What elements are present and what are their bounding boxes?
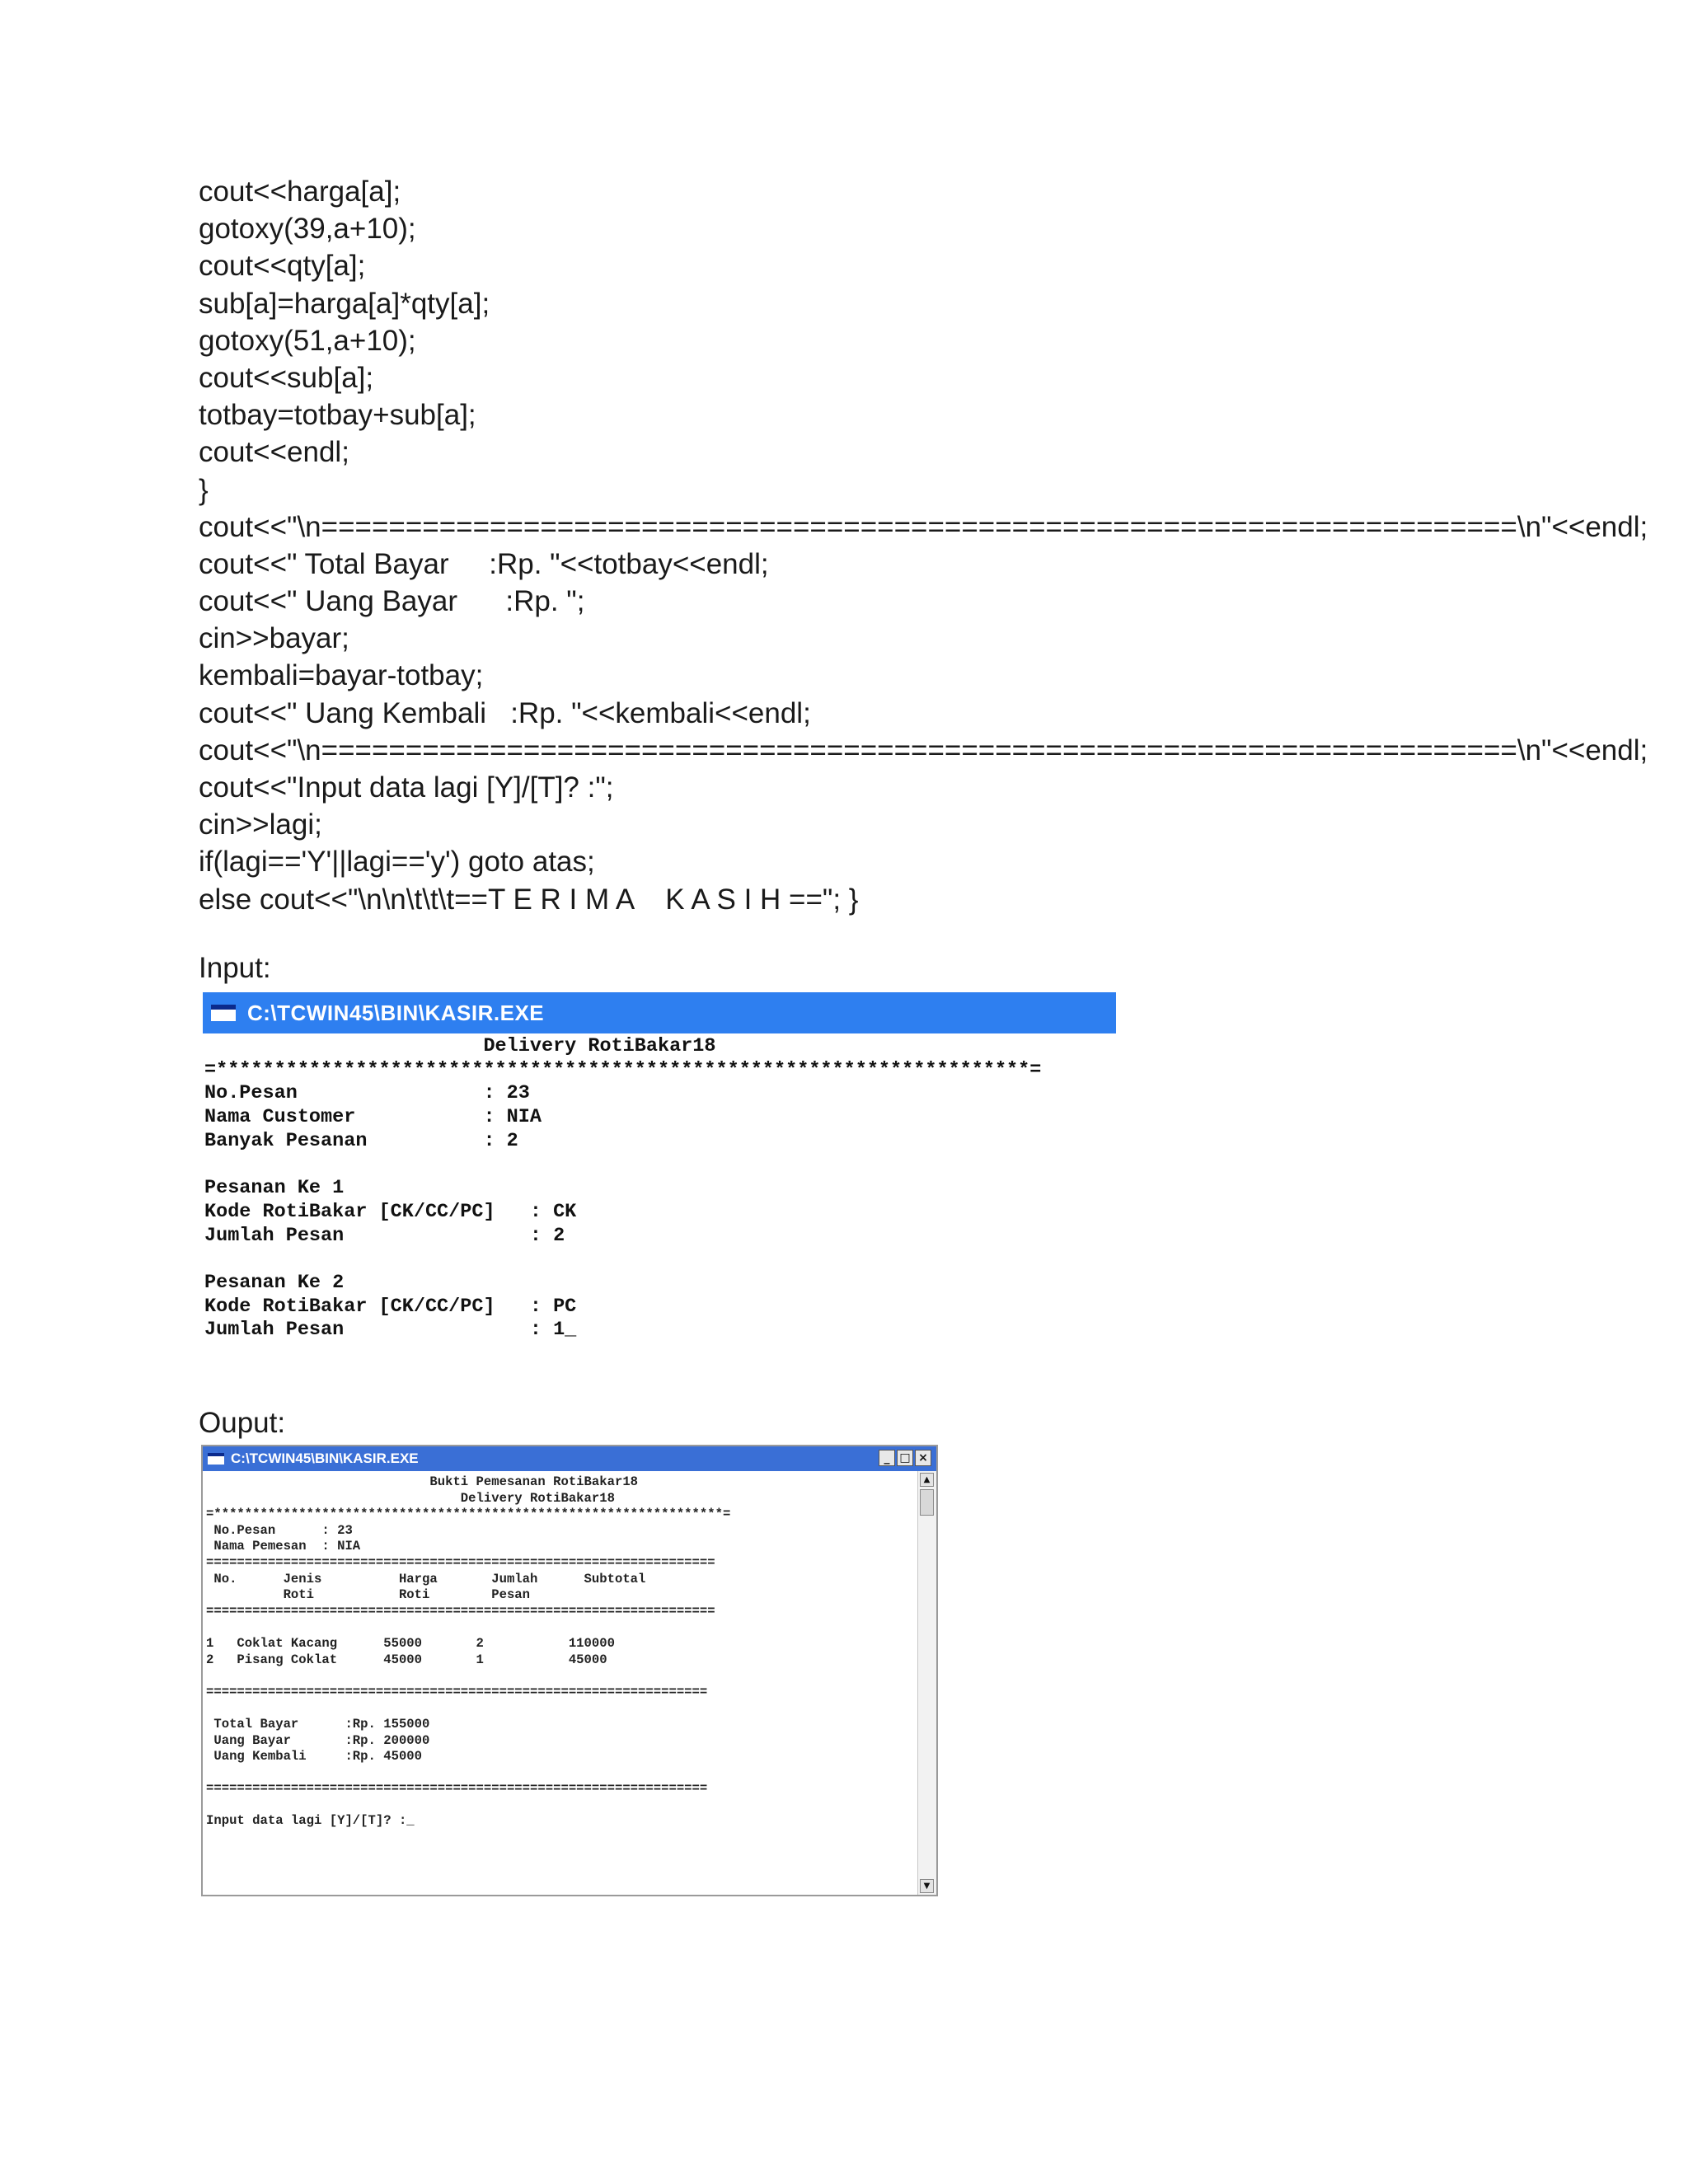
window-titlebar[interactable] [203, 992, 1116, 1033]
console-line: No. Jenis Harga Jumlah Subtotal [206, 1571, 646, 1586]
code-line: cout<<qty[a]; [199, 250, 366, 283]
console-output-text [203, 1471, 936, 1830]
console-line: =**********************************************************************= [204, 1058, 1042, 1081]
code-line: cout<<" Uang Kembali :Rp. "<<kembali<<endl; [199, 696, 811, 729]
code-line: gotoxy(51,a+10); [199, 324, 416, 357]
code-line: cout<<sub[a]; [199, 361, 374, 394]
code-line: cin>>lagi; [199, 808, 322, 841]
console-line: Bukti Pemesanan RotiBakar18 [206, 1474, 639, 1489]
code-line: cout<<" Total Bayar :Rp. "<<totbay<<endl; [199, 547, 769, 580]
console-line: No.Pesan : 23 [206, 1522, 353, 1538]
code-line: cout<<"Input data lagi [Y]/[T]? :"; [199, 771, 614, 804]
console-window-output [201, 1445, 938, 1896]
console-window-input [203, 992, 1116, 1365]
minimize-button[interactable]: _ [879, 1450, 895, 1466]
console-line: Jumlah Pesan : 2 [204, 1224, 565, 1247]
console-line [204, 1154, 1116, 1178]
window-title: C:\TCWIN45\BIN\KASIR.EXE [247, 1000, 545, 1025]
console-line: ================================================================== [206, 1603, 715, 1619]
console-line [206, 1668, 936, 1685]
code-line: cout<<" Uang Bayar :Rp. "; [199, 585, 585, 618]
console-line: Total Bayar :Rp. 155000 [206, 1716, 430, 1732]
code-line: else cout<<"\n\n\t\t\t==T E R I M A K A S I H =="; } [199, 883, 859, 916]
code-line: sub[a]=harga[a]*qty[a]; [199, 287, 490, 320]
console-output-text [203, 1033, 1116, 1343]
console-line: ================================================================= [206, 1684, 708, 1699]
console-line: Input data lagi [Y]/[T]? :_ [206, 1813, 415, 1829]
console-line: Uang Bayar :Rp. 200000 [206, 1732, 430, 1748]
console-line [206, 1765, 936, 1782]
console-line: No.Pesan : 23 [204, 1082, 530, 1105]
window-titlebar[interactable] [203, 1446, 936, 1471]
code-line: cin>>bayar; [199, 622, 349, 655]
console-line [204, 1248, 1116, 1272]
console-window-icon [211, 1005, 236, 1021]
console-line: 1 Coklat Kacang 55000 2 110000 [206, 1635, 615, 1651]
console-line: Banyak Pesanan : 2 [204, 1129, 518, 1152]
console-line: Kode RotiBakar [CK/CC/PC] : PC [204, 1295, 577, 1318]
output-heading: Ouput: [199, 1407, 286, 1439]
code-line: } [199, 473, 209, 506]
console-line: ================================================================== [206, 1554, 715, 1570]
code-line: if(lagi=='Y'||lagi=='y') goto atas; [199, 846, 595, 879]
scroll-thumb[interactable] [920, 1489, 934, 1516]
code-line: kembali=bayar-totbay; [199, 659, 484, 692]
code-line: cout<<harga[a]; [199, 176, 401, 208]
console-line: 2 Pisang Coklat 45000 1 45000 [206, 1652, 607, 1667]
input-heading: Input: [199, 952, 271, 984]
console-line: Pesanan Ke 1 [204, 1177, 345, 1200]
console-line: Nama Pemesan : NIA [206, 1539, 361, 1554]
scroll-down-arrow-icon[interactable]: ▼ [920, 1879, 934, 1893]
console-line: ================================================================= [206, 1781, 708, 1797]
console-line: Roti Roti Pesan [206, 1587, 531, 1603]
code-line: gotoxy(39,a+10); [199, 213, 416, 246]
console-line: Kode RotiBakar [CK/CC/PC] : CK [204, 1200, 577, 1223]
console-line: Uang Kembali :Rp. 45000 [206, 1749, 423, 1765]
vertical-scrollbar[interactable] [917, 1471, 936, 1895]
code-listing [199, 173, 1648, 918]
code-line: totbay=totbay+sub[a]; [199, 399, 476, 432]
code-line: cout<<"\n=======================================================================\n"<<endl; [199, 733, 1648, 766]
code-line: cout<<"\n=======================================================================\n"<<endl; [199, 510, 1648, 543]
scroll-up-arrow-icon[interactable]: ▲ [920, 1473, 934, 1487]
console-line: Delivery RotiBakar18 [206, 1490, 615, 1506]
close-button[interactable]: × [915, 1450, 931, 1466]
console-line: Delivery RotiBakar18 [204, 1035, 716, 1057]
console-line: =******************************************************************= [206, 1507, 731, 1522]
window-title: C:\TCWIN45\BIN\KASIR.EXE [231, 1451, 419, 1466]
console-line [206, 1797, 936, 1814]
console-line [206, 1700, 936, 1717]
console-window-icon [208, 1453, 224, 1465]
console-line: Nama Customer : NIA [204, 1106, 542, 1129]
console-line: Pesanan Ke 2 [204, 1272, 345, 1295]
maximize-button[interactable]: □ [897, 1450, 913, 1466]
code-line: cout<<endl; [199, 436, 349, 469]
console-line: Jumlah Pesan : 1_ [204, 1319, 577, 1342]
console-line [206, 1619, 936, 1636]
